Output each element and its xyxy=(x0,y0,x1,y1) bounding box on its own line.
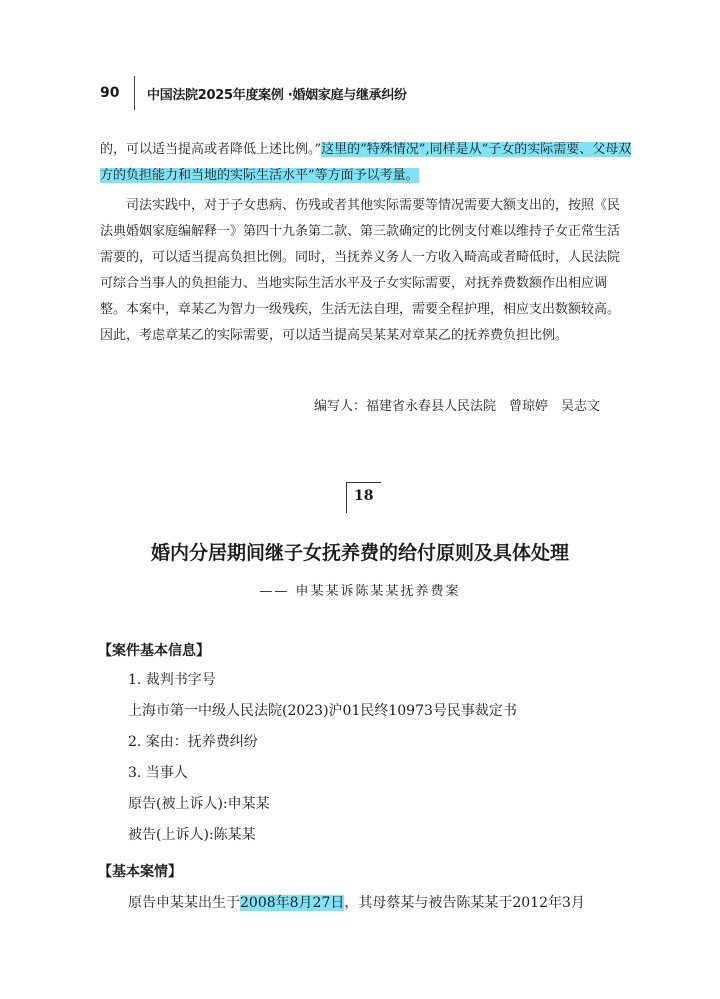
book-title: 中国法院2025年度案例 ·婚姻家庭与继承纠纷 xyxy=(147,87,407,103)
info-item: 被告(上诉人):陈某某 xyxy=(128,827,256,843)
info-item: 1. 裁判书字号 xyxy=(128,672,216,688)
highlighted-date: 2008年8月27日 xyxy=(240,895,345,911)
page-number: 90 xyxy=(100,85,120,101)
case-subtitle: —— 申某某诉陈某某抚养费案 xyxy=(259,584,461,599)
case-number: 18 xyxy=(354,488,374,504)
facts-text-b: ，其母蔡某与被告陈某某于2012年3月 xyxy=(344,895,585,911)
case-title: 婚内分居期间继子女抚养费的给付原则及具体处理 xyxy=(150,542,569,564)
info-item: 原告(被上诉人):申某某 xyxy=(128,796,270,812)
paragraph-1-text: 的，可以适当提高或者降低上述比例。” xyxy=(100,142,322,157)
info-item: 2. 案由：抚养费纠纷 xyxy=(128,734,258,750)
running-header xyxy=(100,76,407,110)
info-item: 3. 当事人 xyxy=(128,765,188,781)
info-item: 上海市第一中级人民法院(2023)沪01民终10973号民事裁定书 xyxy=(128,703,517,719)
paragraph-2: 司法实践中，对于子女患病、伤残或者其他实际需要等情况需要大额支出的，按照《民法典婚姻家庭编解释一》第四十九条第二款、第三款确定的比例支付难以维持子女正常生活需要的，可以适当提高负担比例。同时，当抚养义务人一方收入畸高或者畸低时，人民法院可综合当事人的负担能力、当地实际生活水平及子女实际需要，对抚养费数额作出相应调整。本案中，章某乙为智力一级残疾，生活无法自理，需要全程护理，相应支出数额较高。因此，考虑章某乙的实际需要，可以适当提高吴某某对章某乙的抚养费负担比例。 xyxy=(100,198,621,343)
facts-text-a: 原告申某某出生于 xyxy=(128,895,240,911)
facts-heading: 【基本案情】 xyxy=(98,864,182,880)
paragraph-1 xyxy=(100,137,632,189)
highlighted-text: 这里的“特殊情况”,同样是从“子女的实际需要、父母双方的负担能力和当地的实际生活水平”等方面予以考量。 xyxy=(100,142,632,183)
header-divider xyxy=(134,76,135,110)
basic-info-heading: 【案件基本信息】 xyxy=(98,643,210,659)
facts-text xyxy=(128,892,585,914)
author-line: 编写人：福建省永春县人民法院 曾琼婷 吴志文 xyxy=(313,399,600,414)
